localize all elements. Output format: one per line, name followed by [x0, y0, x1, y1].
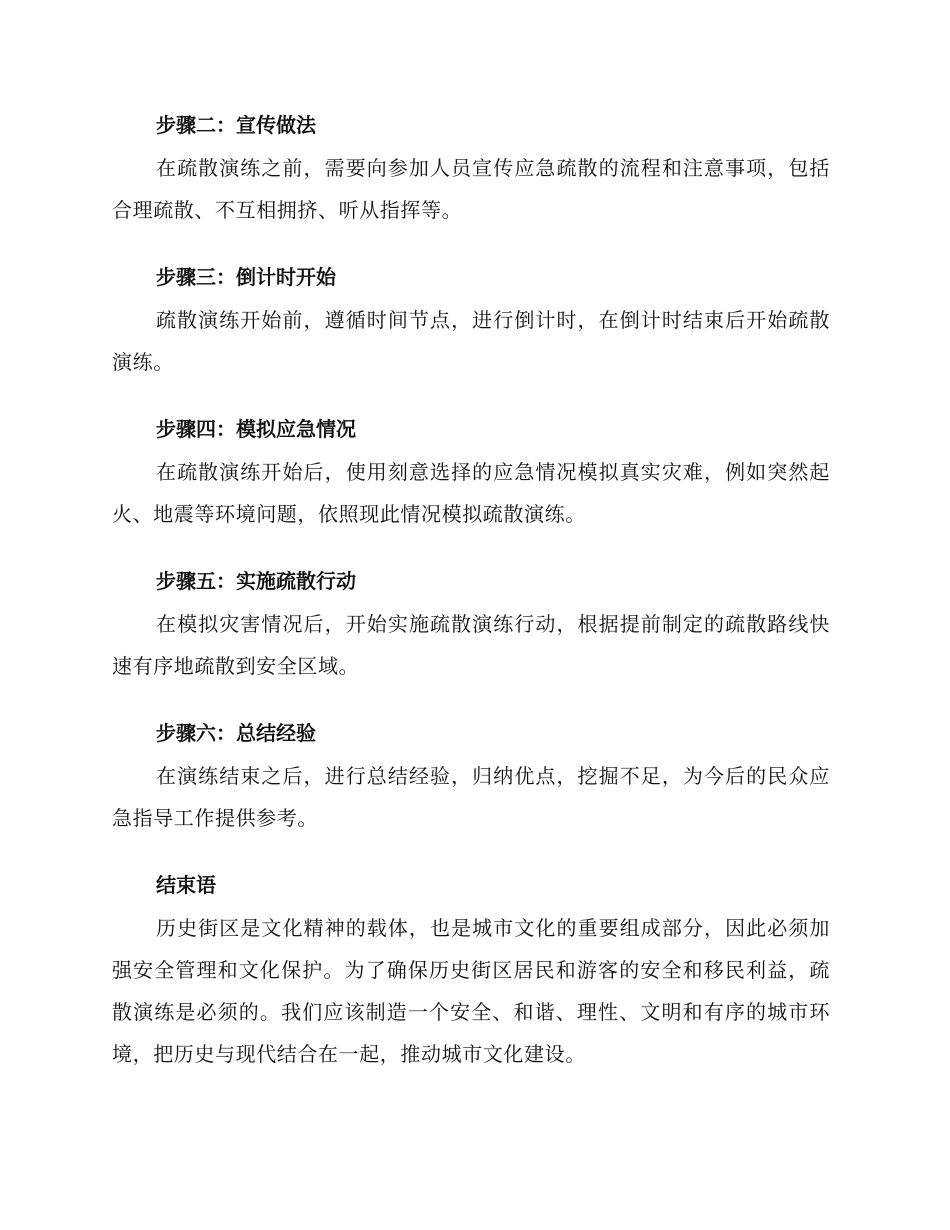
section-heading: 步骤三：倒计时开始 [156, 265, 336, 289]
section-paragraph: 历史街区是文化精神的载体，也是城市文化的重要组成部分，因此必须加强安全管理和文化保护。为了确保历史街区居民和游客的安全和移民利益，疏散演练是必须的。我们应该制造一个安全、和谐、理性、文明和有序的城市环境，把历史与现代结合在一起，推动城市文化建设。 [112, 916, 830, 1066]
section-heading: 步骤六：总结经验 [156, 721, 316, 745]
section-heading: 结束语 [156, 873, 216, 897]
section-conclusion [112, 863, 830, 1099]
section-step-5 [112, 559, 830, 711]
section-paragraph: 在疏散演练开始后，使用刻意选择的应急情况模拟真实灾难，例如突然起火、地震等环境问题，依照现此情况模拟疏散演练。 [112, 460, 830, 526]
section-heading: 步骤四：模拟应急情况 [156, 417, 356, 441]
section-step-2 [112, 103, 830, 255]
section-paragraph: 在演练结束之后，进行总结经验，归纳优点，挖掘不足，为今后的民众应急指导工作提供参考。 [112, 764, 830, 830]
section-step-6 [112, 711, 830, 863]
document-page [112, 103, 830, 1099]
section-paragraph: 疏散演练开始前，遵循时间节点，进行倒计时，在倒计时结束后开始疏散演练。 [112, 308, 830, 374]
section-paragraph: 在模拟灾害情况后，开始实施疏散演练行动，根据提前制定的疏散路线快速有序地疏散到安全区域。 [112, 612, 830, 678]
section-step-4 [112, 407, 830, 559]
section-heading: 步骤五：实施疏散行动 [156, 569, 356, 593]
section-step-3 [112, 255, 830, 407]
section-heading: 步骤二：宣传做法 [156, 113, 316, 137]
section-paragraph: 在疏散演练之前，需要向参加人员宣传应急疏散的流程和注意事项，包括合理疏散、不互相拥挤、听从指挥等。 [112, 156, 830, 222]
